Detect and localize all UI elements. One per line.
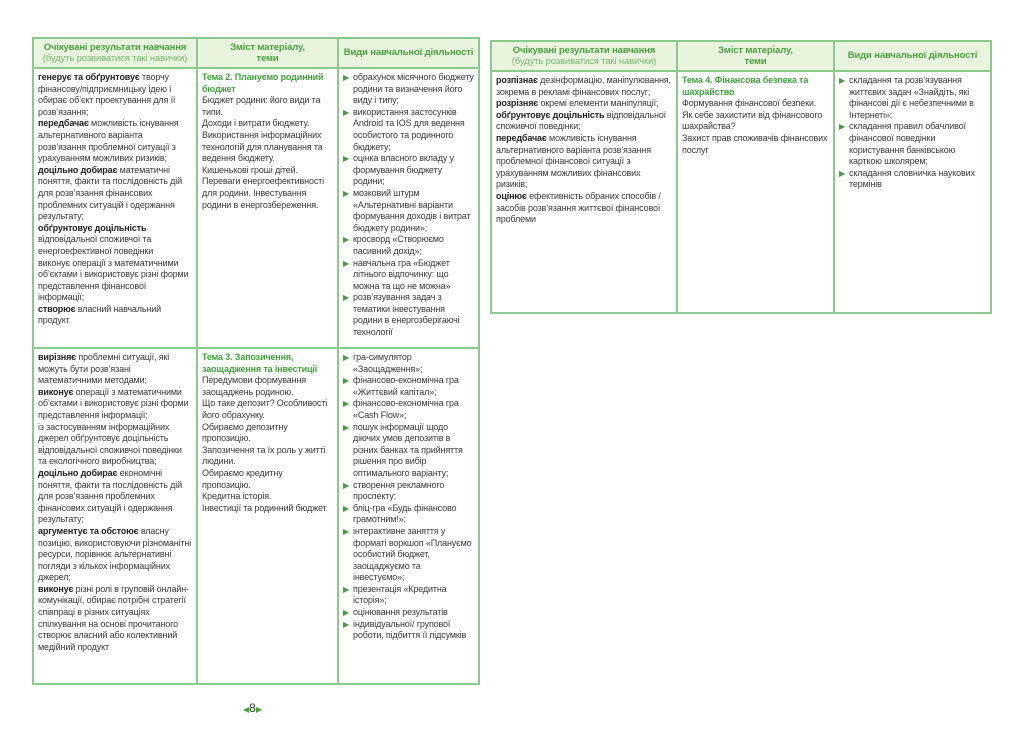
page-number-text: 8: [249, 701, 256, 715]
activity-text: навчальна гра «Бюджет літнього відпочинку: що можна та що не можна»: [353, 257, 451, 291]
outcome-item: [38, 165, 192, 223]
content-cell: [677, 71, 834, 313]
activity-item: [343, 503, 474, 526]
outcome-text: дезінформацію, маніпулювання, зокрема в рекламі фінансових послуг;: [496, 75, 671, 97]
curriculum-table-right: [490, 40, 992, 314]
outcome-text: виконує операції з математичними об’єктами і використовує різні форми представлення фінансової інформації;: [38, 257, 189, 303]
outcome-text: математичні поняття, факти та послідовність дій для розв’язання фінансових проблемних ситуацій і одержання результату;: [38, 164, 182, 222]
content-line: Інвестиції та родинний бюджет: [202, 502, 327, 513]
outcome-verb: оцінює: [496, 190, 527, 201]
outcome-verb: доцільно добирає: [38, 164, 118, 175]
activity-item: [343, 234, 474, 257]
content-line: Кишенькові гроші дітей.: [202, 164, 298, 175]
outcome-item: [38, 304, 192, 327]
content-line: Доходи і витрати бюджету.: [202, 118, 310, 129]
activity-text: використання застосунків Android та IOS для ведення особистого та родинного бюджету;: [353, 106, 465, 152]
activity-text: фінансово-економічна гра «Cash Flow»;: [353, 398, 459, 420]
table-row: [33, 68, 479, 348]
activity-text: складання правил обачливої фінансової поведінки користування банківською карткою школярем;: [849, 121, 966, 167]
outcome-text: можливість існування альтернативного варіанта розв’язання проблемної ситуації з урахуванням можливих ризиків;: [38, 118, 179, 164]
bullet-icon: ▶: [343, 107, 350, 117]
bullet-icon: ▶: [343, 503, 350, 513]
content-line: Обираємо кредитну пропозицію.: [202, 467, 283, 490]
outcome-item: [38, 387, 192, 422]
header-activities: [338, 38, 479, 68]
outcome-verb: створює: [38, 303, 76, 314]
activity-text: оцінювання результатів: [353, 607, 448, 618]
outcomes-cell: [491, 71, 677, 313]
activity-item: [343, 72, 474, 107]
activities-cell: [338, 68, 479, 348]
activity-text: складання словничка наукових термінів: [849, 167, 975, 190]
bullet-icon: ▶: [343, 608, 350, 618]
activity-text: створення рекламного проспекту;: [353, 479, 445, 502]
left-arrow-icon: ◀: [243, 705, 250, 714]
table-row: [491, 71, 991, 313]
content-line: Як себе захистити від фінансового шахрайства?: [682, 109, 823, 132]
outcome-verb: генерує та обґрунтовує: [38, 72, 140, 82]
outcome-text: відповідальної споживчої та енергоефективної поведінки: [38, 234, 154, 256]
activity-item: [343, 153, 474, 188]
outcome-verb: передбачає: [38, 118, 89, 129]
activity-item: [343, 398, 474, 421]
activities-list: [839, 75, 986, 191]
activity-text: пошук інформації щодо діючих умов депозитів в різних банках та прийняття рішення про вибір оптимального варіанту;: [353, 421, 463, 478]
activity-item: [839, 121, 986, 167]
activities-cell: [338, 348, 479, 684]
activity-item: [343, 188, 474, 234]
outcome-verb: обґрунтовує доцільність: [496, 109, 605, 120]
outcome-text: проблемні ситуації, які можуть бути розв’язані математичними методами;: [38, 352, 170, 386]
activity-text: оцінка власного вкладу у формування бюджету родини;: [353, 153, 454, 187]
outcome-text: окремі елементи маніпуляції;: [538, 98, 659, 109]
header-outcomes: [491, 41, 677, 71]
outcome-verb: доцільно добирає: [38, 467, 118, 478]
activity-text: гра-симулятор «Заощадження»;: [353, 352, 423, 374]
outcome-text: відповідальної споживчої поведінки;: [496, 109, 667, 132]
bullet-icon: ▶: [343, 258, 350, 268]
header-outcomes-subtitle: (будуть розвиватися такі навички): [511, 56, 657, 67]
outcome-text: операції з математичними об’єктами і використовує різні форми представлення інформації;: [38, 386, 189, 420]
bullet-icon: ▶: [343, 73, 350, 82]
outcome-verb: розпізнає: [496, 75, 538, 85]
bullet-icon: ▶: [343, 188, 350, 198]
content-line: Запозичення та їх роль у житті людини.: [202, 444, 326, 467]
outcome-text: економічні поняття, факти та послідовність дій для розв’язання проблемних фінансових ситуацій і одержання результату;: [38, 467, 182, 525]
outcome-text: можливість існування альтернативного варіанта розв’язання проблемної фінансової ситуації з урахуванням можливих фінансових ризиків;: [496, 132, 651, 190]
outcome-item: [496, 98, 672, 110]
outcome-verb: виконує: [38, 583, 74, 594]
header-content-subtitle: теми: [256, 53, 279, 64]
outcomes-cell: [33, 348, 197, 684]
header-outcomes-title: Очікувані результати навчання: [512, 44, 656, 56]
outcome-text: власний навчальний продукт: [38, 303, 161, 326]
header-activities-title: Види навчальної діяльності: [847, 50, 978, 62]
activity-item: [839, 75, 986, 121]
bullet-icon: ▶: [343, 154, 350, 164]
bullet-icon: ▶: [343, 399, 350, 409]
outcomes-cell: [33, 68, 197, 348]
outcome-item: [38, 584, 192, 654]
activity-item: [343, 619, 474, 642]
bullet-icon: ▶: [839, 122, 846, 132]
activity-text: розв’язування задач з тематики інвестування родини в енергозберігаючі технології: [353, 292, 460, 338]
bullet-icon: ▶: [343, 422, 350, 432]
activity-item: [343, 584, 474, 607]
activity-item: [343, 375, 474, 398]
content-line: Кредитна історія.: [202, 491, 272, 502]
content-cell: [197, 348, 338, 684]
activity-text: індивідуальної/ групової роботи, підбиття її підсумків: [353, 618, 467, 641]
activity-text: складання та розв’язування життєвих задач «Знайдіть, які фінансові дії є небезпечними в Інтернеті»;: [849, 75, 974, 120]
outcome-item: [38, 223, 192, 258]
outcome-item: [38, 118, 192, 164]
outcome-item: [496, 191, 672, 226]
outcome-item: [38, 422, 192, 468]
activity-item: [343, 258, 474, 293]
outcome-verb: передбачає: [496, 132, 547, 143]
header-content: [197, 38, 338, 68]
bullet-icon: ▶: [839, 168, 846, 178]
activities-list: [343, 72, 474, 339]
curriculum-table-left: [32, 37, 480, 685]
content-line: Формування фінансової безпеки.: [682, 98, 817, 109]
bullet-icon: ▶: [343, 480, 350, 490]
activities-list: [343, 352, 474, 642]
bullet-icon: ▶: [343, 584, 350, 594]
outcome-item: [38, 526, 192, 584]
bullet-icon: ▶: [343, 619, 350, 629]
page-number: [243, 701, 262, 715]
activity-item: [839, 168, 986, 191]
bullet-icon: ▶: [343, 293, 350, 303]
outcome-item: [38, 258, 192, 304]
outcome-item: [38, 72, 192, 118]
header-content-title: Зміст матеріалу,: [718, 44, 793, 56]
outcome-verb: розрізняє: [496, 98, 539, 109]
header-content-title: Зміст матеріалу,: [230, 41, 305, 53]
activity-item: [343, 422, 474, 480]
outcome-verb: виконує: [38, 386, 74, 397]
activity-text: презентація «Кредитна історія»;: [353, 583, 447, 606]
header-activities-title: Види навчальної діяльності: [343, 47, 474, 59]
activity-item: [343, 107, 474, 153]
outcome-verb: обґрунтовує доцільність: [38, 222, 147, 233]
activity-item: [343, 480, 474, 503]
content-line: Обираємо депозитну пропозицію.: [202, 421, 288, 444]
activity-text: бліц-гра «Будь фінансово грамотним!»;: [353, 502, 457, 525]
outcome-verb: аргументує та обстоює: [38, 525, 139, 536]
activity-text: кросворд «Створюємо пасивний дохід»;: [353, 234, 444, 256]
topic-title: Тема 4. Фінансова безпека та шахрайство: [682, 75, 809, 97]
content-line: Використання інформаційних технологій для планування та ведення бюджету.: [202, 129, 323, 164]
content-line: Захист прав споживачів фінансових послуг: [682, 132, 828, 155]
content-line: Передумови формування заощаджень родиною.: [202, 375, 306, 397]
topic-title: Тема 3. Запозичення, заощадження та інвестиції: [202, 352, 318, 374]
outcome-item: [496, 133, 672, 191]
content-cell: [197, 68, 338, 348]
activity-text: обрахунок місячного бюджету родини та визначення його виду і типу;: [353, 72, 474, 106]
activity-text: мозковий штурм «Альтернативні варіанти формування доходів і витрат бюджету родини»;: [353, 187, 471, 233]
header-activities: [834, 41, 991, 71]
content-line: Що таке депозит? Особливості його обрахунку.: [202, 398, 328, 420]
activity-text: інтерактивне заняття у форматі воркшоп «Плануємо особистий бюджет, заощаджуємо та інвестуємо»;: [353, 525, 472, 583]
outcome-text: різні ролі в груповій онлайн-комунікації, обирає потрібні стратегії співпраці в різних ситуаціях спілкування на основі прочитаного створює власний або колективний медійний продукт: [38, 583, 189, 652]
activity-text: фінансово-економічна гра «Життєвий капітал»;: [353, 375, 459, 397]
bullet-icon: ▶: [343, 526, 350, 536]
outcome-item: [496, 110, 672, 133]
header-outcomes-subtitle: (будуть розвиватися такі навички): [42, 53, 188, 64]
bullet-icon: ▶: [343, 235, 350, 245]
header-outcomes: [33, 38, 197, 68]
outcome-item: [496, 75, 672, 98]
activity-item: [343, 352, 474, 375]
header-content: [677, 41, 834, 71]
outcome-item: [38, 468, 192, 526]
topic-title: Тема 2. Плануємо родинний бюджет: [202, 72, 324, 94]
outcome-item: [38, 352, 192, 387]
activity-item: [343, 526, 474, 584]
outcome-text: творчу фінансову/підприємницьку ідею і обирає об’єкт проектування для її розв’язання;: [38, 72, 176, 117]
right-arrow-icon: ▶: [255, 705, 262, 714]
activity-item: [343, 292, 474, 338]
outcome-text: із застосуванням інформаційних джерел обґрунтовує доцільність відповідальної споживчої поведінки та екологічного виробництва;: [38, 421, 182, 467]
table-row: [33, 348, 479, 684]
bullet-icon: ▶: [343, 376, 350, 386]
header-outcomes-title: Очікувані результати навчання: [43, 41, 187, 53]
outcome-text: ефективність обраних способів / засобів розв’язання життєвої фінансової проблеми: [496, 190, 661, 225]
content-line: Бюджет родини: його види та типи.: [202, 95, 321, 117]
outcome-text: власну позицію, використовуючи різноманітні ресурси, порівнює альтернативні погляди з кількох інформаційних джерел;: [38, 525, 192, 583]
activities-cell: [834, 71, 991, 313]
header-content-subtitle: теми: [744, 56, 767, 67]
outcome-verb: вирізняє: [38, 352, 76, 362]
bullet-icon: ▶: [343, 353, 350, 362]
content-line: Переваги енергоефективності для родини. Інвестування родини в енергозбереження.: [202, 176, 324, 210]
activity-item: [343, 607, 474, 619]
bullet-icon: ▶: [839, 76, 846, 85]
